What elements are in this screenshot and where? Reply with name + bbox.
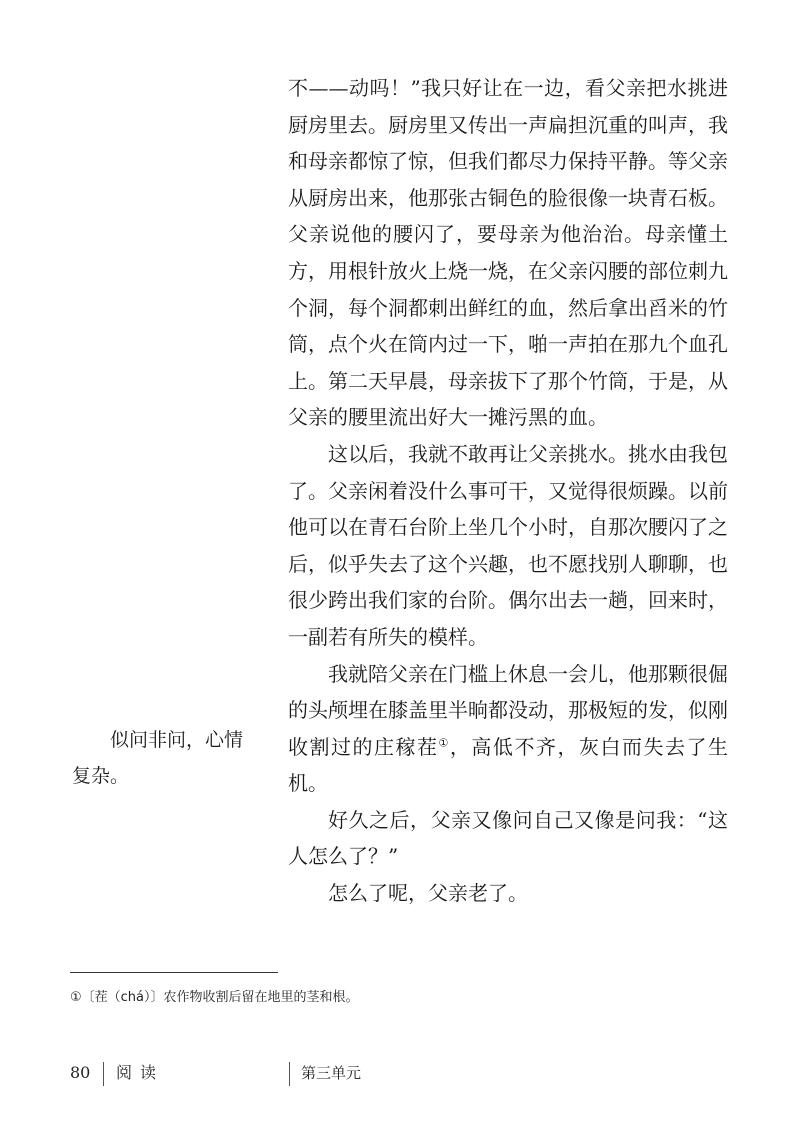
- paragraph-2: 这以后，我就不敢再让父亲挑水。挑水由我包了。父亲闲着没什么事可干，又觉得很烦躁。以前他可以在青石台阶上坐几个小时，自那次腰闪了之后，似乎失去了这个兴趣，也不愿找别人聊聊，也很少跨出我们家的台阶。偶尔出去一趟，回来时，一副若有所失的模样。: [288, 441, 728, 649]
- main-text: [288, 70, 728, 912]
- footer-divider-right: [289, 1062, 290, 1086]
- paragraph-3-text-before: 我就陪父亲在门槛上休息一会儿，他那颗很倔的头颅埋在膝盖里半晌都没动，那极短的发，似刚收割过的庄稼茬: [288, 661, 728, 759]
- page-number: 80: [70, 1063, 91, 1082]
- paragraph-3: [288, 656, 728, 802]
- paragraph-5: 怎么了呢，父亲老了。: [328, 881, 528, 906]
- footnote-reference[interactable]: ①: [438, 736, 450, 750]
- paragraph-3-text-after: ，高低不齐，灰白而失去了生机。: [288, 734, 728, 796]
- paragraph-1: 不——动吗！”我只好让在一边，看父亲把水挑进厨房里去。厨房里又传出一声扁担沉重的叫声，我和母亲都惊了惊，但我们都尽力保持平静。等父亲从厨房出来，他那张古铜色的脸很像一块青石板。父亲说他的腰闪了，要母亲为他治治。母亲懂土方，用根针放火上烧一烧，在父亲闪腰的部位刺九个洞，每个洞都刺出鲜红的血，然后拿出舀米的竹筒，点个火在筒内过一下，啪一声拍在那九个血孔上。第二天早晨，母亲拔下了那个竹筒，于是，从父亲的腰里流出好大一摊污黑的血。: [288, 76, 728, 430]
- footnote-divider: [70, 972, 278, 973]
- unit-title: 第三单元: [301, 1064, 362, 1082]
- margin-annotation: 似问非问，心情复杂。: [72, 729, 244, 787]
- paragraph-4: 好久之后，父亲又像问自己又像是问我：“这人怎么了？”: [288, 807, 728, 869]
- footer-divider-left: [103, 1062, 104, 1086]
- footnote: ①〔茬（chá）〕农作物收割后留在地里的茎和根。: [70, 990, 359, 1005]
- book-section-title: 阅读: [116, 1063, 165, 1082]
